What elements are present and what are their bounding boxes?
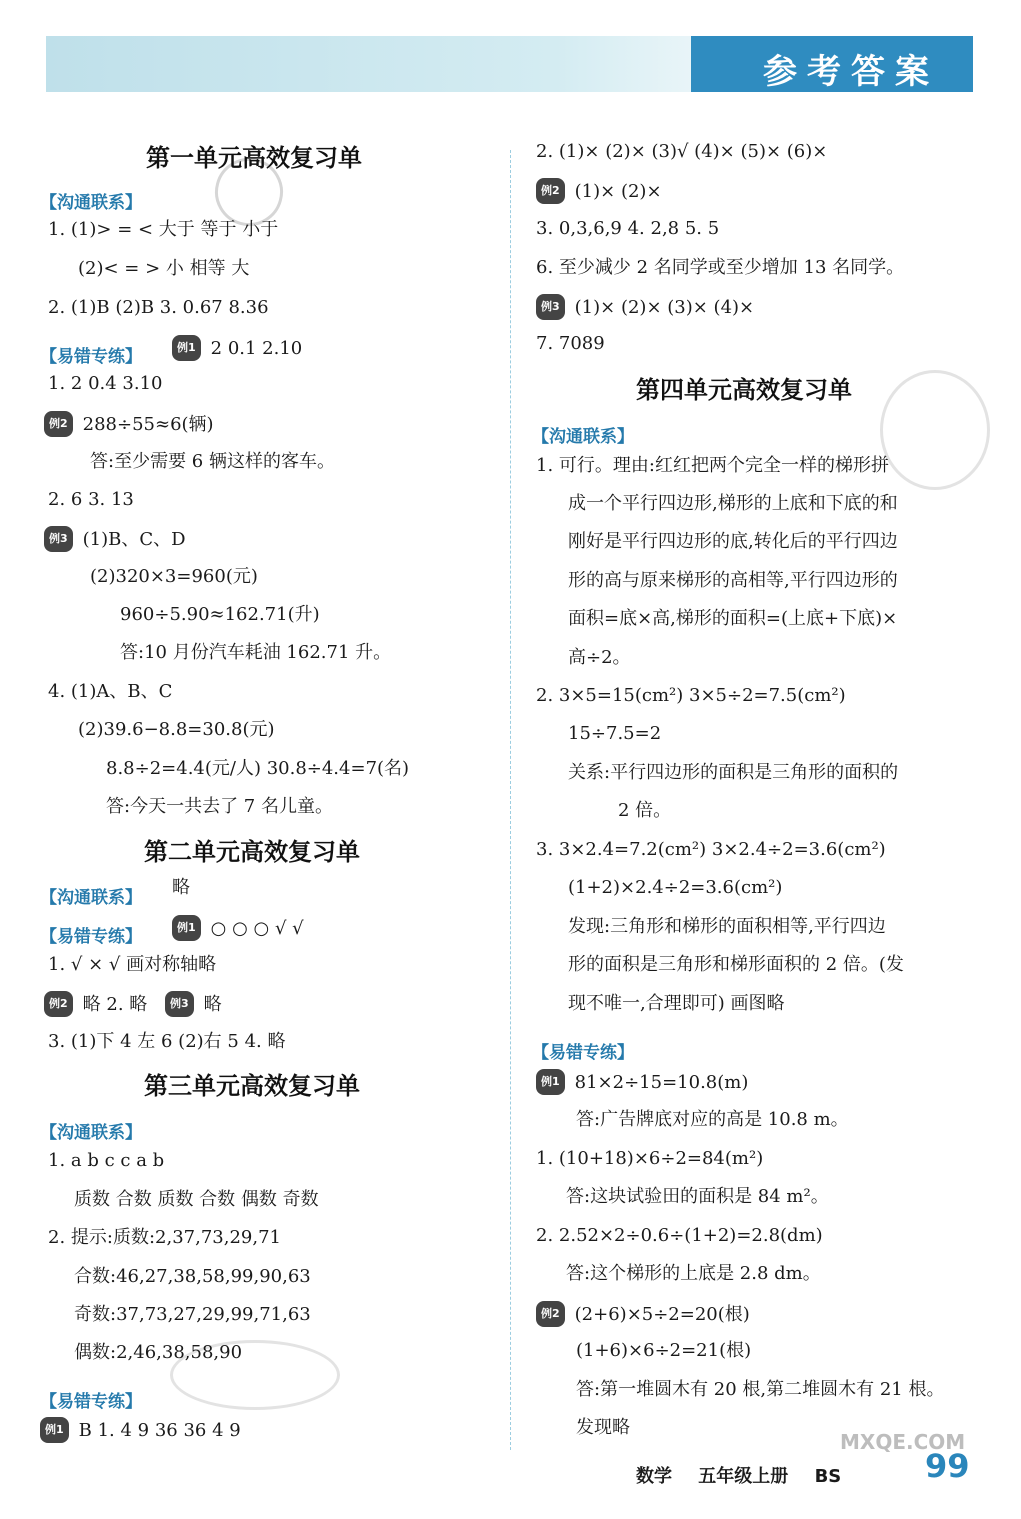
page-header — [46, 36, 973, 92]
unit4-line-3: 刚好是平行四边形的底,转化后的平行四边 — [568, 531, 898, 552]
example-badge: 例1 — [536, 1069, 565, 1095]
unit4-line-6: 高÷2。 — [568, 647, 631, 668]
unit4-line-22: 例2 (2+6)×5÷2=20(根) — [536, 1301, 750, 1327]
unit1-line-12: 答:10 月份汽车耗油 162.71 升。 — [120, 642, 392, 663]
unit2-tag-communication: 【沟通联系】 — [40, 888, 142, 908]
unit3-line-2: 质数 合数 质数 合数 偶数 奇数 — [74, 1189, 319, 1210]
unit4-tag-errors: 【易错专练】 — [532, 1043, 634, 1063]
unit4-line-1: 1. 可行。理由:红红把两个完全一样的梯形拼 — [536, 455, 889, 476]
unit1-line-9: 例3 (1)B、C、D — [44, 526, 186, 552]
unit4-line-2: 成一个平行四边形,梯形的上底和下底的和 — [568, 493, 898, 514]
right-line-1: 2. (1)× (2)× (3)√ (4)× (5)× (6)× — [536, 141, 828, 162]
unit3-line-3: 2. 提示:质数:2,37,73,29,71 — [48, 1227, 281, 1248]
unit1-line-3: 2. (1)B (2)B 3. 0.67 8.36 — [48, 297, 269, 318]
unit1-line-10: (2)320×3=960(元) — [90, 566, 258, 587]
unit2-line-4: 例2 略 2. 略 例3 略 — [44, 991, 222, 1017]
unit1-line-8: 2. 6 3. 13 — [48, 489, 134, 510]
page-title: 参考答案 — [763, 52, 939, 92]
unit3-line-6: 偶数:2,46,38,58,90 — [74, 1342, 243, 1363]
right-line-6: 7. 7089 — [536, 333, 605, 354]
unit1-line-16: 答:今天一共去了 7 名儿童。 — [106, 796, 333, 817]
unit2-line-5: 3. (1)下 4 左 6 (2)右 5 4. 略 — [48, 1031, 286, 1052]
unit4-line-12: (1+2)×2.4÷2=3.6(cm²) — [568, 877, 783, 898]
right-line-2: 例2 (1)× (2)× — [536, 178, 662, 204]
unit1-line-6: 例2 288÷55≈6(辆) — [44, 411, 214, 437]
unit1-line-13: 4. (1)A、B、C — [48, 681, 173, 702]
watermark-logo: MXQE.COM — [840, 1430, 966, 1454]
unit4-line-23: (1+6)×6÷2=21(根) — [576, 1340, 752, 1361]
page-footer — [636, 1462, 861, 1488]
unit4-line-7: 2. 3×5=15(cm²) 3×5÷2=7.5(cm²) — [536, 685, 846, 706]
unit4-line-16: 例1 81×2÷15=10.8(m) — [536, 1069, 748, 1095]
unit3-title: 第三单元高效复习单 — [144, 1072, 360, 1100]
example-badge: 例2 — [536, 178, 565, 204]
unit1-line-14: (2)39.6−8.8=30.8(元) — [78, 719, 275, 740]
unit4-line-20: 2. 2.52×2÷0.6÷(1+2)=2.8(dm) — [536, 1225, 823, 1246]
footer-grade: 五年级上册 — [698, 1466, 789, 1487]
example-badge: 例2 — [44, 991, 73, 1017]
unit3-tag-errors: 【易错专练】 — [40, 1392, 142, 1412]
footer-subject: 数学 — [636, 1466, 672, 1487]
unit1-line-5: 1. 2 0.4 3.10 — [48, 373, 163, 394]
unit4-line-11: 3. 3×2.4=7.2(cm²) 3×2.4÷2=3.6(cm²) — [536, 839, 886, 860]
unit3-line-4: 合数:46,27,38,58,99,90,63 — [74, 1266, 311, 1287]
unit4-line-25: 发现略 — [576, 1417, 630, 1438]
example-badge: 例1 — [40, 1417, 69, 1443]
example-badge: 例2 — [44, 411, 73, 437]
unit4-line-15: 现不唯一,合理即可) 画图略 — [568, 993, 785, 1014]
unit4-line-18: 1. (10+18)×6÷2=84(m²) — [536, 1148, 764, 1169]
column-divider — [510, 150, 511, 1450]
example-badge: 例1 — [172, 915, 201, 941]
unit2-line-2: 例1 ○ ○ ○ √ √ — [172, 915, 304, 941]
right-line-5: 例3 (1)× (2)× (3)× (4)× — [536, 294, 754, 320]
example-badge: 例3 — [165, 991, 194, 1017]
footer-edition: BS — [814, 1466, 842, 1487]
unit3-tag-communication: 【沟通联系】 — [40, 1123, 142, 1143]
unit4-tag-communication: 【沟通联系】 — [532, 427, 634, 447]
unit4-line-4: 形的高与原来梯形的高相等,平行四边形的 — [568, 570, 898, 591]
unit1-tag-communication: 【沟通联系】 — [40, 193, 142, 213]
unit4-line-14: 形的面积是三角形和梯形面积的 2 倍。(发 — [568, 954, 904, 975]
unit1-tag-errors: 【易错专练】 — [40, 347, 142, 367]
example-badge: 例3 — [536, 294, 565, 320]
unit4-line-17: 答:广告牌底对应的高是 10.8 m。 — [576, 1109, 849, 1130]
unit4-line-24: 答:第一堆圆木有 20 根,第二堆圆木有 21 根。 — [576, 1379, 945, 1400]
unit4-line-5: 面积=底×高,梯形的面积=(上底+下底)× — [568, 608, 898, 629]
unit3-line-1: 1. a b c c a b — [48, 1150, 165, 1171]
unit2-line-1: 略 — [172, 877, 190, 898]
unit4-line-19: 答:这块试验田的面积是 84 m²。 — [566, 1186, 829, 1207]
unit2-title: 第二单元高效复习单 — [144, 838, 360, 866]
unit3-line-5: 奇数:37,73,27,29,99,71,63 — [74, 1304, 311, 1325]
unit4-line-9: 关系:平行四边形的面积是三角形的面积的 — [568, 762, 899, 783]
right-line-3: 3. 0,3,6,9 4. 2,8 5. 5 — [536, 218, 720, 239]
right-line-4: 6. 至少减少 2 名同学或至少增加 13 名同学。 — [536, 257, 905, 278]
unit2-line-3: 1. √ × √ 画对称轴略 — [48, 954, 217, 975]
example-badge: 例3 — [44, 526, 73, 552]
unit4-line-8: 15÷7.5=2 — [568, 723, 662, 744]
unit1-line-7: 答:至少需要 6 辆这样的客车。 — [90, 451, 335, 472]
unit4-line-21: 答:这个梯形的上底是 2.8 dm。 — [566, 1263, 821, 1284]
example-badge: 例2 — [536, 1301, 565, 1327]
unit2-tag-errors: 【易错专练】 — [40, 927, 142, 947]
page-number: 99 — [925, 1447, 970, 1485]
unit1-line-4: 例1 2 0.1 2.10 — [172, 335, 302, 361]
unit1-line-1: 1. (1)> = < 大于 等于 小于 — [48, 219, 279, 240]
example-badge: 例1 — [172, 335, 201, 361]
unit1-line-15: 8.8÷2=4.4(元/人) 30.8÷4.4=7(名) — [106, 758, 410, 779]
unit4-title: 第四单元高效复习单 — [636, 376, 852, 404]
unit4-line-10: 2 倍。 — [618, 800, 672, 821]
unit3-line-7: 例1 B 1. 4 9 36 36 4 9 — [40, 1417, 241, 1443]
unit4-line-13: 发现:三角形和梯形的面积相等,平行四边 — [568, 916, 886, 937]
unit1-title: 第一单元高效复习单 — [146, 144, 362, 172]
unit1-line-2: (2)< = > 小 相等 大 — [78, 258, 250, 279]
faded-stamp-icon — [880, 370, 990, 490]
unit1-line-11: 960÷5.90≈162.71(升) — [120, 604, 320, 625]
